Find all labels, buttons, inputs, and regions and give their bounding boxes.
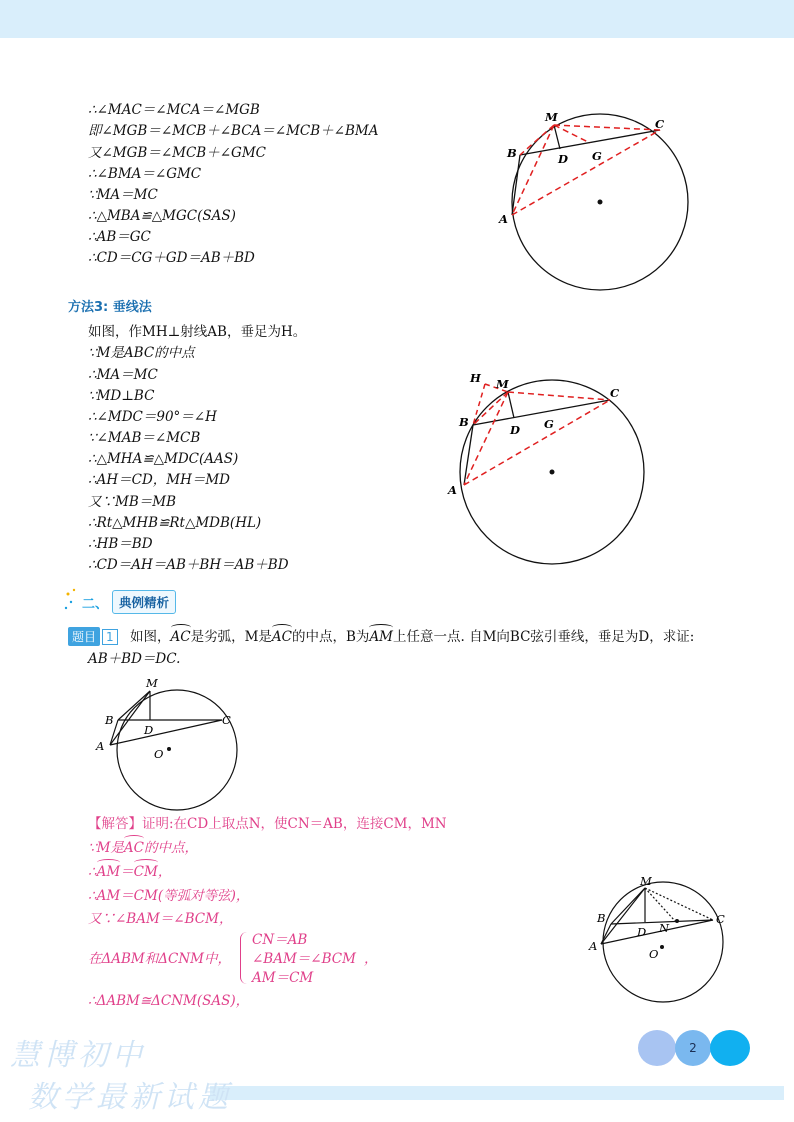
answer-text-part: ＝ xyxy=(120,864,134,880)
proof-line: ∴∠MDC＝90°＝∠H xyxy=(88,409,217,425)
label-N: N xyxy=(659,921,670,935)
question-text-part: 是劣弧，M是 xyxy=(190,629,272,645)
label-A: A xyxy=(96,739,105,753)
proof-line: ∴△MHA≌△MDC(AAS) xyxy=(88,451,239,467)
brace-line: ∠BAM＝∠BCM xyxy=(252,951,356,967)
proof-line: ∵M是ABC的中点 xyxy=(88,345,195,361)
brace-line: CN＝AB xyxy=(252,932,308,948)
question-text-part: 上任意一点. 自M向BC弦引垂线，垂足为D，求证: xyxy=(393,629,695,645)
label-M: M xyxy=(640,874,652,888)
label-D: D xyxy=(637,925,647,939)
proof-line: 又∠MGB＝∠MCB＋∠GMC xyxy=(88,145,266,161)
proof-line: ∴AH＝CD，MH＝MD xyxy=(88,472,231,488)
proof-line: 又∵MB＝MB xyxy=(88,494,176,510)
answer-line: ∴ΔABM≅ΔCNM(SAS)， xyxy=(88,993,250,1009)
circle xyxy=(603,882,723,1002)
question-tag: 题目 xyxy=(68,627,100,646)
label-M: M xyxy=(146,676,158,690)
proof-line: ∵MA＝MC xyxy=(88,187,158,203)
label-M: M xyxy=(496,377,509,391)
proof-line: ∴CD＝CG＋GD＝AB＋BD xyxy=(88,250,255,266)
watermark-line2: 数学最新试题 xyxy=(28,1080,232,1115)
figure-question xyxy=(90,672,250,812)
proof-line: ∴CD＝AH＝AB＋BH＝AB＋BD xyxy=(88,557,289,573)
answer-line: ∴AM＝CM(等弧对等弦)， xyxy=(88,888,250,904)
brace xyxy=(240,932,247,984)
question-line2: AB＋BD＝DC. xyxy=(88,651,181,667)
section-header xyxy=(82,590,176,614)
answer-text-part: 的中点， xyxy=(144,840,199,856)
method3-title: 方法3: 垂线法 xyxy=(68,300,152,315)
answer-line xyxy=(88,862,171,882)
proof-line: 如图，作MH⊥射线AB，垂足为H。 xyxy=(88,324,307,340)
brace-end: ， xyxy=(364,951,378,967)
question-text-part: 如图， xyxy=(130,629,171,645)
proof-line: 即∠MGB＝∠MCB＋∠BCA＝∠MCB＋∠BMA xyxy=(88,123,379,139)
label-O: O xyxy=(154,747,164,761)
proof-line: ∴△MBA≌△MGC(SAS) xyxy=(88,208,236,224)
label-B: B xyxy=(597,911,606,925)
label-D: D xyxy=(144,723,154,737)
proof-line: ∵∠MAB＝∠MCB xyxy=(88,430,201,446)
label-O: O xyxy=(649,947,659,961)
arc-am: AM xyxy=(96,864,121,880)
label-B: B xyxy=(105,713,114,727)
answer-text-part: ， xyxy=(157,864,172,880)
figure-method3 xyxy=(440,370,660,570)
arc-cm: CM xyxy=(133,864,158,880)
question-number: 1 xyxy=(102,629,118,645)
footer-circle-left xyxy=(638,1030,676,1066)
center-dot xyxy=(167,747,171,751)
label-C: C xyxy=(716,912,725,926)
answer-line: 在ΔABM和ΔCNM中， xyxy=(88,951,231,967)
answer-text-part: ∴ xyxy=(88,864,97,880)
arc-ac: AC xyxy=(123,840,145,856)
figure-answer xyxy=(585,870,735,1010)
label-B: B xyxy=(507,146,517,160)
answer-line xyxy=(88,838,198,858)
center-dot xyxy=(598,200,603,205)
circle xyxy=(117,690,237,810)
label-C: C xyxy=(655,117,665,131)
label-D: D xyxy=(510,423,520,437)
header-band xyxy=(0,0,794,38)
proof-line: ∴∠MAC＝∠MCA＝∠MGB xyxy=(88,102,260,118)
answer-line: 【解答】证明:在CD上取点N，使CN＝AB，连接CM，MN xyxy=(88,816,447,832)
label-M: M xyxy=(545,110,558,124)
label-G: G xyxy=(592,149,602,163)
arc-am: AM xyxy=(369,629,394,645)
label-A: A xyxy=(589,939,598,953)
question-text-part: 的中点，B为 xyxy=(292,629,370,645)
label-C: C xyxy=(222,713,231,727)
proof-line: ∴Rt△MHB≌Rt△MDB(HL) xyxy=(88,515,262,531)
arc-ac: AC xyxy=(170,629,191,645)
answer-text-part: ∵M是 xyxy=(88,840,124,856)
section-number: 二、 xyxy=(82,596,109,612)
proof-line: ∵MD⊥BC xyxy=(88,388,155,404)
center-dot xyxy=(660,945,664,949)
section-title: 典例精析 xyxy=(112,590,176,614)
footer-circle-right xyxy=(710,1030,750,1066)
label-D: D xyxy=(558,152,568,166)
question-label xyxy=(68,627,118,646)
label-B: B xyxy=(459,415,469,429)
footer-band xyxy=(210,1086,784,1100)
answer-line: 又∵∠BAM＝∠BCM， xyxy=(88,911,233,927)
proof-line: ∴AB＝GC xyxy=(88,229,151,245)
page-number: 2 xyxy=(675,1030,711,1066)
question-text xyxy=(130,627,694,647)
label-C: C xyxy=(610,386,620,400)
proof-line: ∴∠BMA＝∠GMC xyxy=(88,166,202,182)
label-G: G xyxy=(544,417,554,431)
label-A: A xyxy=(499,212,508,226)
brace-line: AM＝CM xyxy=(252,970,314,986)
arc-ac: AC xyxy=(271,629,293,645)
label-A: A xyxy=(448,483,457,497)
proof-line: ∴HB＝BD xyxy=(88,536,153,552)
figure-method2 xyxy=(490,105,700,300)
proof-line: ∴MA＝MC xyxy=(88,367,158,383)
label-H: H xyxy=(470,371,481,385)
watermark-line1: 慧博初中 xyxy=(10,1038,146,1073)
center-dot xyxy=(550,470,555,475)
